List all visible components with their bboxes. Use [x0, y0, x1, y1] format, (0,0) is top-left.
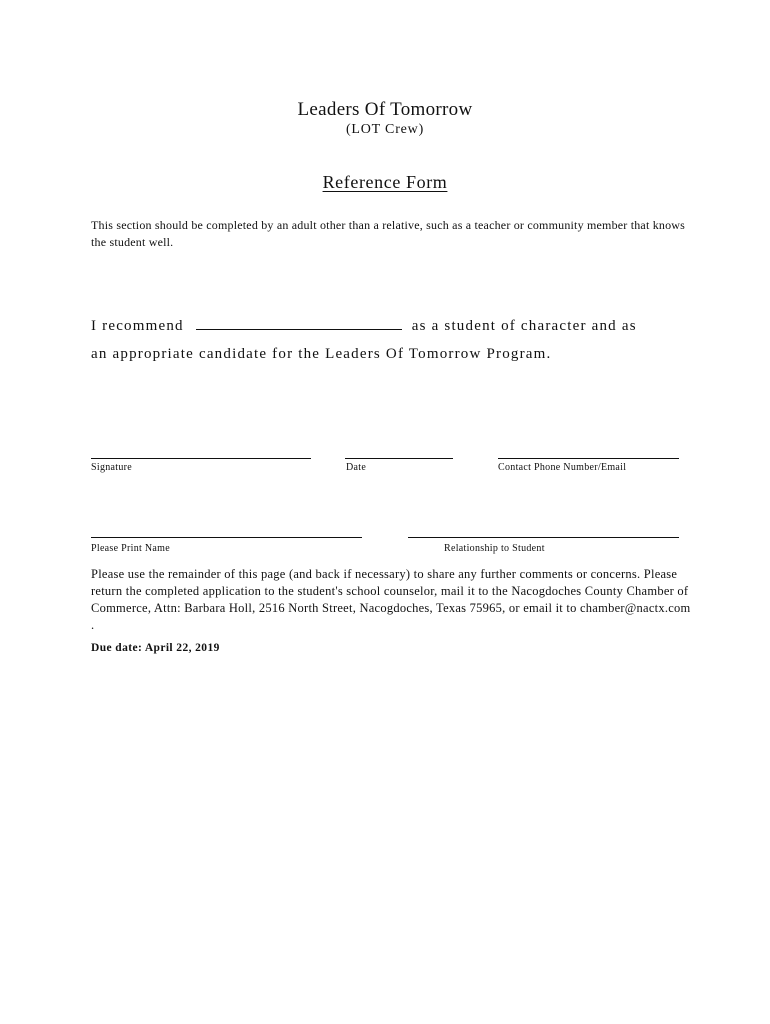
recommendation-prefix: I recommend — [91, 318, 184, 334]
recommendation-line-2: an appropriate candidate for the Leaders Of Tomorrow Program. — [91, 346, 552, 362]
closing-instructions: Please use the remainder of this page (and back if necessary) to share any further comments or concerns. Please return the completed application to the student's school counselor, mail it to the Nacogdoches County Chamber of Commerce, Attn: Barbara Holl, 2516 North Street, Nacogdoches, Texas 75965, or email it to chamber@nactx.com . — [91, 567, 691, 632]
document-subtitle: (LOT Crew) — [345, 122, 425, 137]
intro-text: This section should be completed by an adult other than a relative, such as a teacher or community member that knows the student well. — [91, 218, 686, 249]
recommendation-middle: as a student of character and as — [411, 318, 637, 334]
relationship-line[interactable] — [408, 537, 679, 538]
date-label: Date — [346, 462, 367, 473]
date-line[interactable] — [345, 458, 453, 459]
signature-line[interactable] — [91, 458, 311, 459]
contact-label: Contact Phone Number/Email — [498, 462, 627, 473]
student-name-blank[interactable] — [196, 315, 402, 330]
signature-label: Signature — [91, 462, 133, 473]
print-name-line[interactable] — [91, 537, 362, 538]
form-title: Reference Form — [322, 172, 448, 192]
print-name-label: Please Print Name — [91, 543, 170, 554]
document-title: Leaders Of Tomorrow — [297, 99, 473, 120]
contact-line[interactable] — [498, 458, 679, 459]
recommendation-line-1 — [91, 315, 637, 335]
due-date: Due date: April 22, 2019 — [91, 642, 220, 654]
relationship-label: Relationship to Student — [444, 543, 545, 554]
